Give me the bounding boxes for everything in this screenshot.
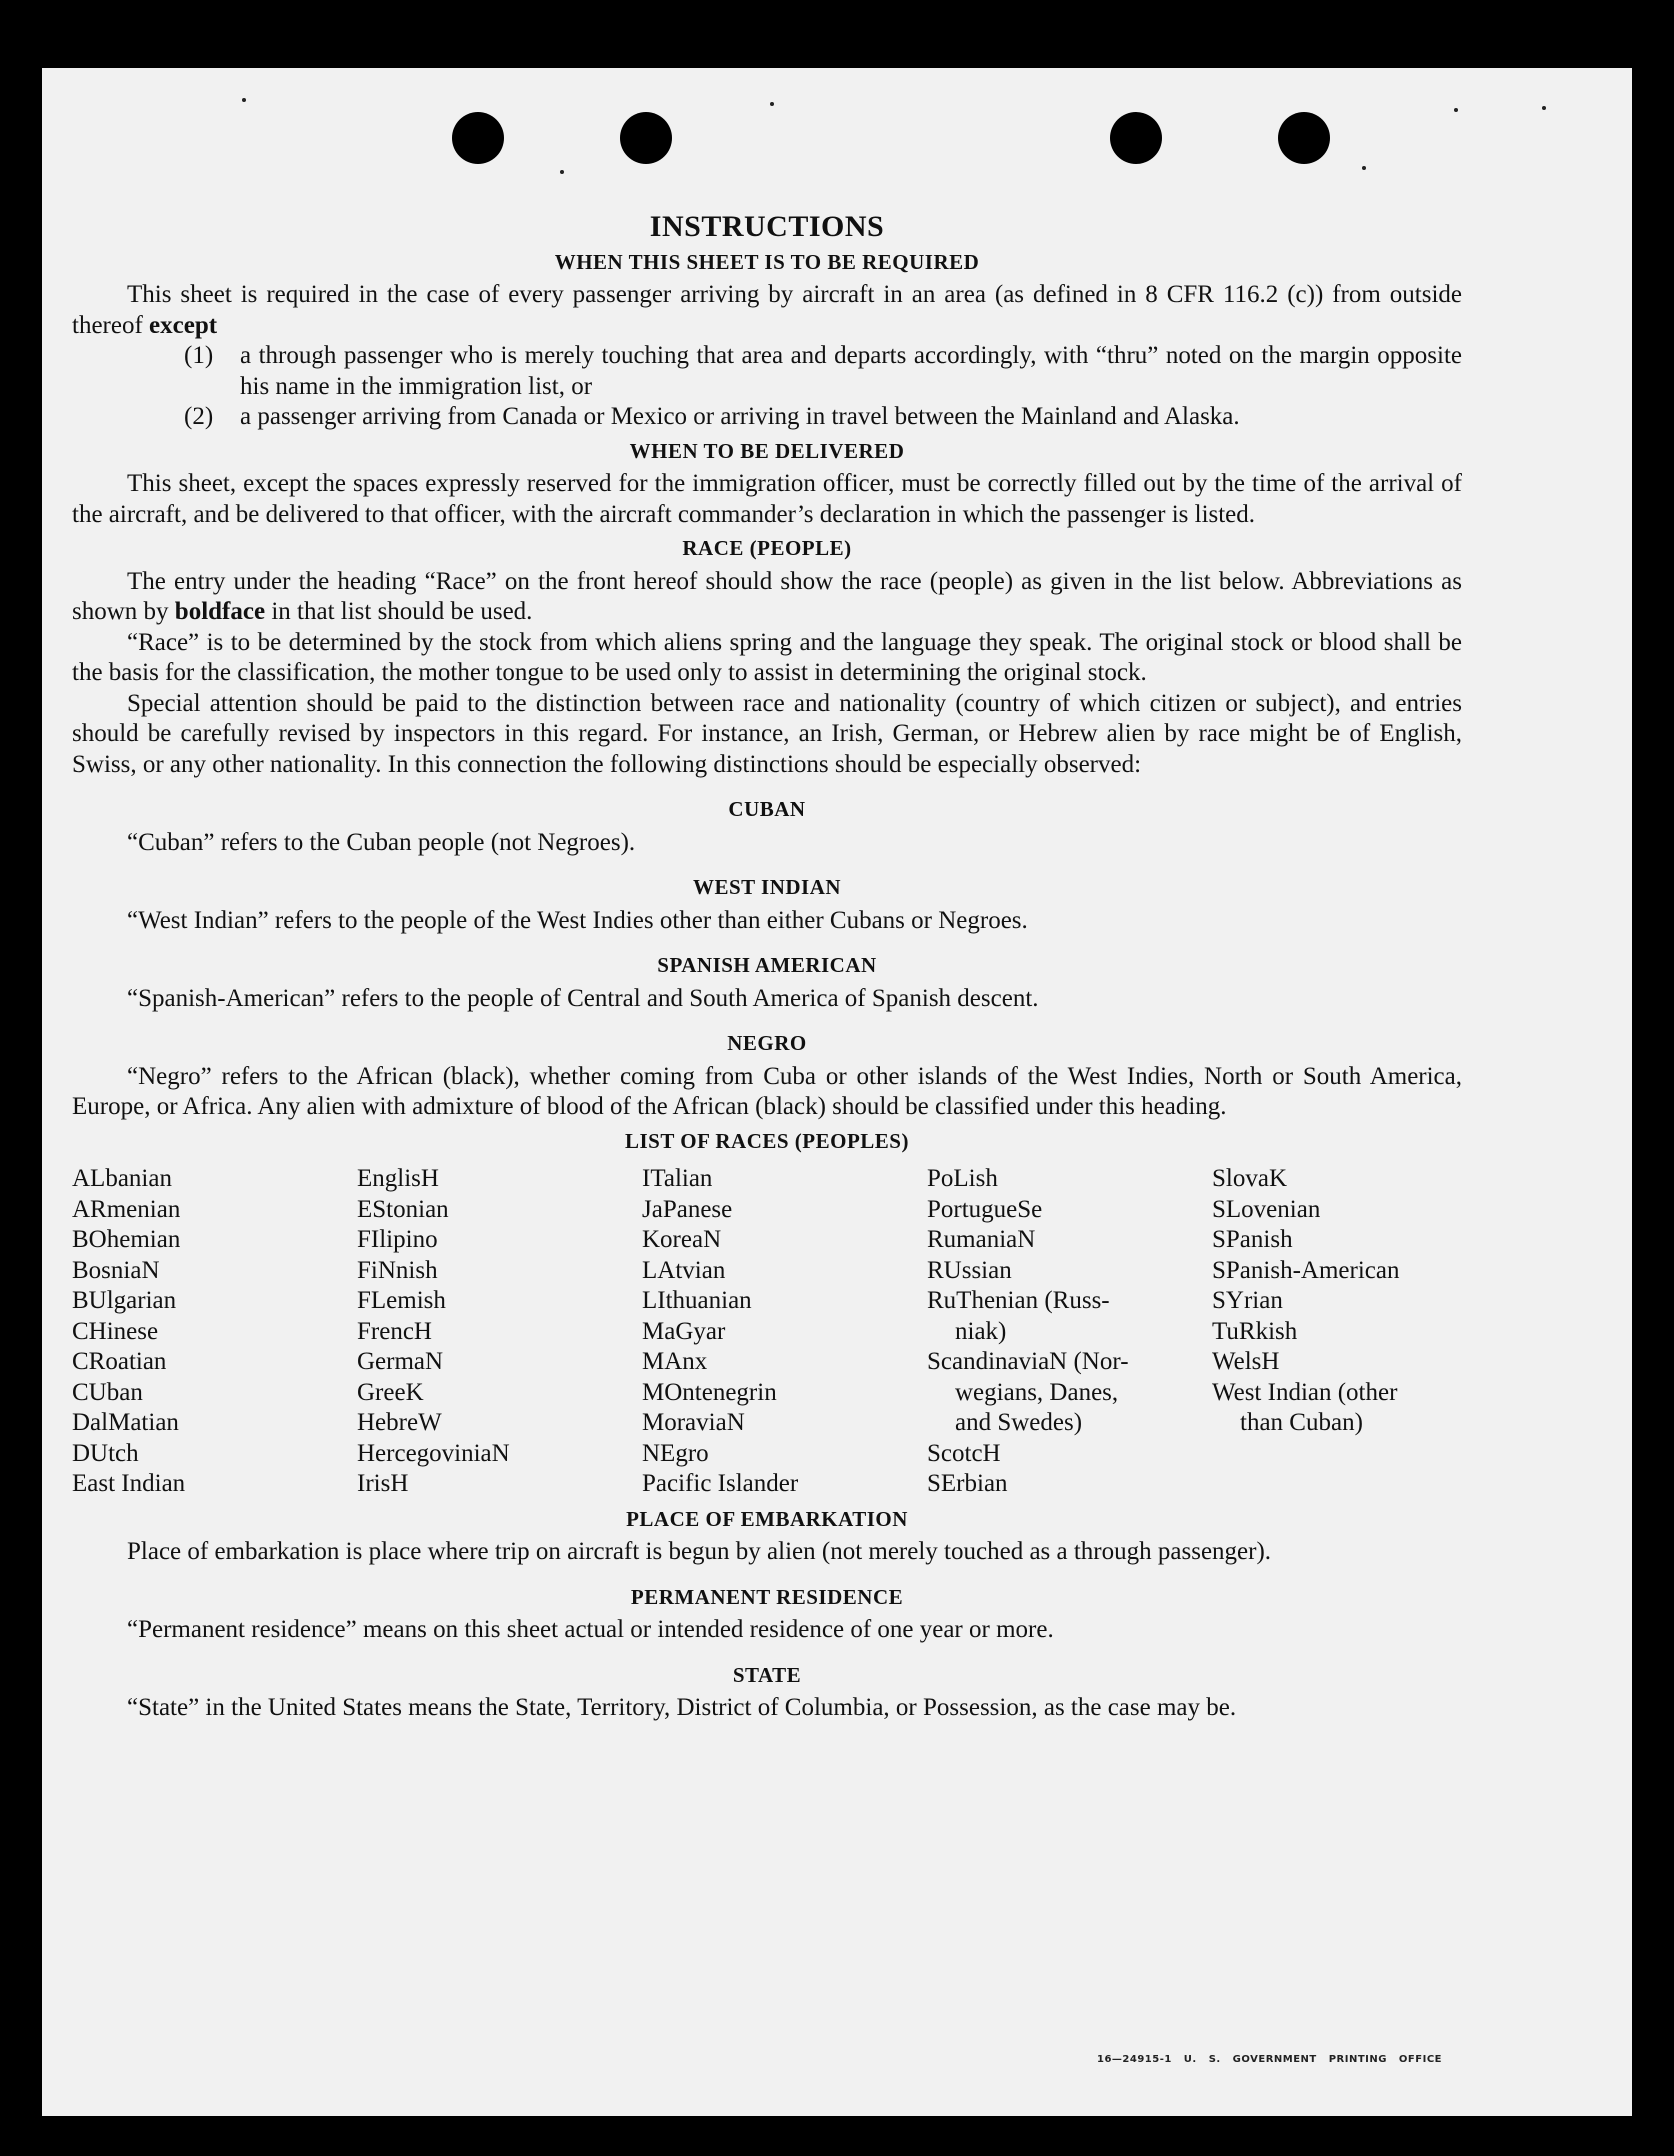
spanish-american-text: “Spanish-American” refers to the people of Central and South America of Spanish descent. (127, 984, 1039, 1012)
race-item: BosniaN (72, 1256, 160, 1284)
race-item: NEgro (642, 1439, 709, 1467)
race-item: and Swedes) (955, 1409, 1083, 1436)
race-item: West Indian (other (1212, 1378, 1398, 1406)
race-item: SPanish-American (1212, 1256, 1400, 1284)
section-heading-state: STATE (732, 1662, 802, 1687)
race-item: SErbian (927, 1470, 1008, 1497)
race-item: FIlipino (357, 1226, 438, 1253)
race-item: wegians, Danes, (955, 1378, 1119, 1406)
printing-office-code: 16—24915-1 U. S. GOVERNMENT PRINTING OFFICE (1097, 2054, 1442, 2065)
punch-hole (452, 112, 504, 164)
race-item: SYrian (1212, 1287, 1283, 1314)
race-item: CHinese (72, 1317, 159, 1345)
list-item: (2) a passenger arriving from Canada or Mexico or arriving in travel between the Mainland and Alaska. (184, 403, 1240, 430)
punch-hole (1278, 112, 1330, 164)
speck (770, 102, 774, 106)
race-item: PortugueSe (927, 1195, 1043, 1223)
race-item: ITalian (642, 1165, 713, 1192)
race-item: WelsH (1212, 1348, 1280, 1375)
race-paragraph-2: “Race” is to be determined by the stock from which aliens spring and the language they speak. The original stock or blood shall be the basis for the classification, the mother tongue to be used only to assist in determining the original stock. (72, 628, 1462, 686)
race-item: SLovenian (1212, 1195, 1321, 1223)
speck (1542, 106, 1546, 110)
race-item: PoLish (927, 1165, 998, 1192)
race-item: CUban (72, 1378, 143, 1406)
section-heading-race: RACE (PEOPLE) (682, 536, 852, 560)
section-heading-when-required: WHEN THIS SHEET IS TO BE REQUIRED (554, 249, 980, 274)
residence-text: “Permanent residence” means on this sheet actual or intended residence of one year or more. (127, 1616, 1054, 1643)
speck (560, 170, 564, 174)
race-item: FrencH (357, 1317, 432, 1345)
speck (1454, 108, 1458, 112)
race-item: RumaniaN (927, 1226, 1036, 1253)
cuban-text: “Cuban” refers to the Cuban people (not Negroes). (127, 828, 636, 856)
negro-text: “Negro” refers to the African (black), whether coming from Cuba or other islands of the West Indies, North or South America, Europe, or Africa. Any alien with admixture of blood of the African (black) should be classified under this heading. (72, 1062, 1462, 1120)
race-item: ARmenian (72, 1195, 181, 1223)
race-item: KoreaN (642, 1226, 722, 1253)
race-item: BOhemian (72, 1226, 181, 1253)
race-item: SPanish (1212, 1226, 1293, 1253)
section-heading-negro: NEGRO (727, 1031, 807, 1055)
state-text: “State” in the United States means the State, Territory, District of Columbia, or Possession, as the case may be. (127, 1694, 1237, 1721)
race-item: MoraviaN (642, 1409, 745, 1436)
section-heading-embarkation: PLACE OF EMBARKATION (626, 1506, 908, 1531)
race-column (72, 1164, 357, 1500)
section-heading-races-list: LIST OF RACES (PEOPLES) (625, 1128, 909, 1153)
race-item: DUtch (72, 1439, 139, 1467)
race-column (1212, 1164, 1497, 1500)
race-item: niak) (955, 1317, 1007, 1345)
race-item: HercegoviniaN (357, 1439, 510, 1467)
race-item: RuThenian (Russ- (927, 1287, 1110, 1314)
list-item: (1) a through passenger who is merely touching that area and departs accordingly, with “thru” noted on the margin opposite his name in the immigration list, or (184, 342, 1462, 400)
race-item: Pacific Islander (642, 1470, 799, 1497)
race-column (357, 1164, 642, 1500)
race-item: TuRkish (1212, 1317, 1298, 1345)
race-item: DalMatian (72, 1409, 179, 1436)
page-title: INSTRUCTIONS (649, 210, 885, 243)
section-heading-spanish-american: SPANISH AMERICAN (657, 953, 877, 977)
race-item: ALbanian (72, 1165, 172, 1192)
race-item: LIthuanian (642, 1287, 752, 1314)
race-item: CRoatian (72, 1348, 167, 1375)
race-paragraph-1: The entry under the heading “Race” on the front hereof should show the race (people) as given in the list below. Abbreviations as shown by boldface in that list should be used. (72, 567, 1462, 625)
section-heading-cuban: CUBAN (728, 797, 806, 821)
race-item: East Indian (72, 1470, 186, 1497)
race-item: MOntenegrin (642, 1378, 777, 1406)
punch-hole (620, 112, 672, 164)
race-item: EnglisH (357, 1165, 439, 1192)
race-item: SlovaK (1212, 1165, 1287, 1192)
west-indian-text: “West Indian” refers to the people of the West Indies other than either Cubans or Negroes. (127, 906, 1028, 934)
race-item: JaPanese (642, 1195, 733, 1223)
section-heading-when-delivered: WHEN TO BE DELIVERED (629, 438, 905, 463)
when-delivered-text: This sheet, except the spaces expressly reserved for the immigration officer, must be correctly filled out by the time of the arrival of the aircraft, and be delivered to that officer, with the aircraft commander’s declaration in which the passenger is listed. (72, 470, 1462, 528)
race-item: MAnx (642, 1348, 708, 1375)
race-item: BUlgarian (72, 1287, 177, 1314)
races-list (72, 1164, 1462, 1500)
race-column (927, 1164, 1212, 1500)
race-paragraph-3: Special attention should be paid to the distinction between race and nationality (country of which citizen or subject), and entries should be carefully revised by inspectors in this regard. For instance, an Irish, German, or Hebrew alien by race might be of English, Swiss, or any other nationality. In this connection the following distinctions should be especially observed: (72, 689, 1462, 778)
race-item: LAtvian (642, 1256, 726, 1284)
section-heading-residence: PERMANENT RESIDENCE (630, 1584, 904, 1609)
when-required-text: This sheet is required in the case of every passenger arriving by aircraft in an area (as defined in 8 CFR 116.2 (c)) from outside thereof except (72, 281, 1462, 339)
document-sheet (42, 68, 1632, 2116)
speck (1362, 166, 1366, 170)
race-item: ScotcH (927, 1439, 1001, 1467)
race-item: FLemish (357, 1287, 446, 1314)
race-item: MaGyar (642, 1317, 726, 1345)
race-item: than Cuban) (1240, 1409, 1363, 1436)
instructions-body (72, 212, 1462, 1724)
section-heading-west-indian: WEST INDIAN (692, 875, 842, 899)
race-item: IrisH (357, 1470, 409, 1497)
race-item: EStonian (357, 1195, 449, 1223)
punch-hole (1110, 112, 1162, 164)
race-item: ScandinaviaN (Nor- (927, 1348, 1129, 1375)
race-item: HebreW (357, 1409, 442, 1436)
race-item: FiNnish (357, 1256, 438, 1284)
embarkation-text: Place of embarkation is place where trip on aircraft is begun by alien (not merely touched as a through passenger). (127, 1538, 1272, 1565)
race-item: GermaN (357, 1348, 444, 1375)
race-column (642, 1164, 927, 1500)
speck (242, 98, 246, 102)
race-item: RUssian (927, 1256, 1012, 1284)
race-item: GreeK (357, 1378, 424, 1406)
